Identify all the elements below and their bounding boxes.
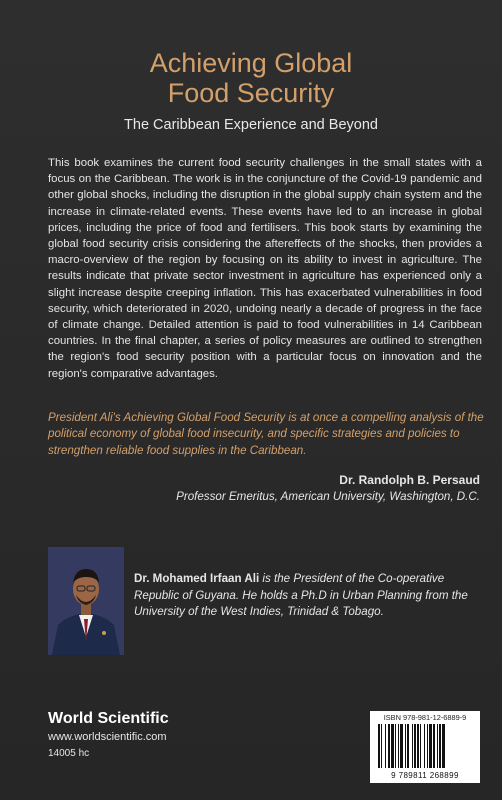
book-description: This book examines the current food security challenges in the small states with a focus on the Caribbean. The work is in the conjuncture of the Covid-19 pandemic and other global shocks, including the disruption in the global supply chain system and the increase in climate-related events. These events have led to an increase in global prices, including the price of food and fertilisers. This book starts by examining the global food security crisis considering the aftereffects of the shocks, then provides a macro-overview of the region by focusing on its ability to invest in agriculture. The results indicate that private sector investment in agriculture has experienced only a slight increase despite creeping inflation. This has exacerbated vulnerabilities in food security, which deteriorated in 2020, undoing nearly a decade of progress in the face of climate change. Detailed attention is paid to food vulnerabilities in 14 Caribbean countries. In the final chapter, a series of policy measures are outlined to strengthen the region's food security position with a particular focus on innovation and the region's comparative advantages. (48, 157, 482, 380)
barcode-icon (376, 724, 474, 770)
isbn-label: ISBN 978-981-12-6889-9 (383, 713, 467, 722)
author-bio-text: is the President of the Co-operative Republic of Guyana. He holds a Ph.D in Urban Planning from the University of the West Indies, Trinidad & Tobago. (134, 572, 468, 618)
publisher-website: www.worldscientific.com (48, 731, 167, 743)
book-title-line1: Achieving Global (149, 48, 353, 78)
publisher-name: World Scientific (48, 710, 169, 727)
author-portrait (48, 547, 124, 655)
book-subtitle: The Caribbean Experience and Beyond (124, 117, 378, 133)
endorser-name: Dr. Randolph B. Persaud (339, 473, 480, 487)
barcode-number: 9 789811 268899 (391, 771, 459, 780)
endorsement-quote: President Ali's Achieving Global Food Security is at once a compelling analysis of the political economy of global food insecurity, and specific strategies and policies to strengthen reliable food supplies in the Caribbean. (48, 411, 484, 457)
book-title-line2: Food Security (167, 78, 335, 108)
author-portrait-illustration (48, 547, 124, 655)
endorser-title: Professor Emeritus, American University, Washington, D.C. (176, 490, 480, 503)
catalog-code: 14005 hc (48, 748, 90, 759)
author-bio (134, 571, 484, 621)
author-name: Dr. Mohamed Irfaan Ali (134, 572, 260, 585)
